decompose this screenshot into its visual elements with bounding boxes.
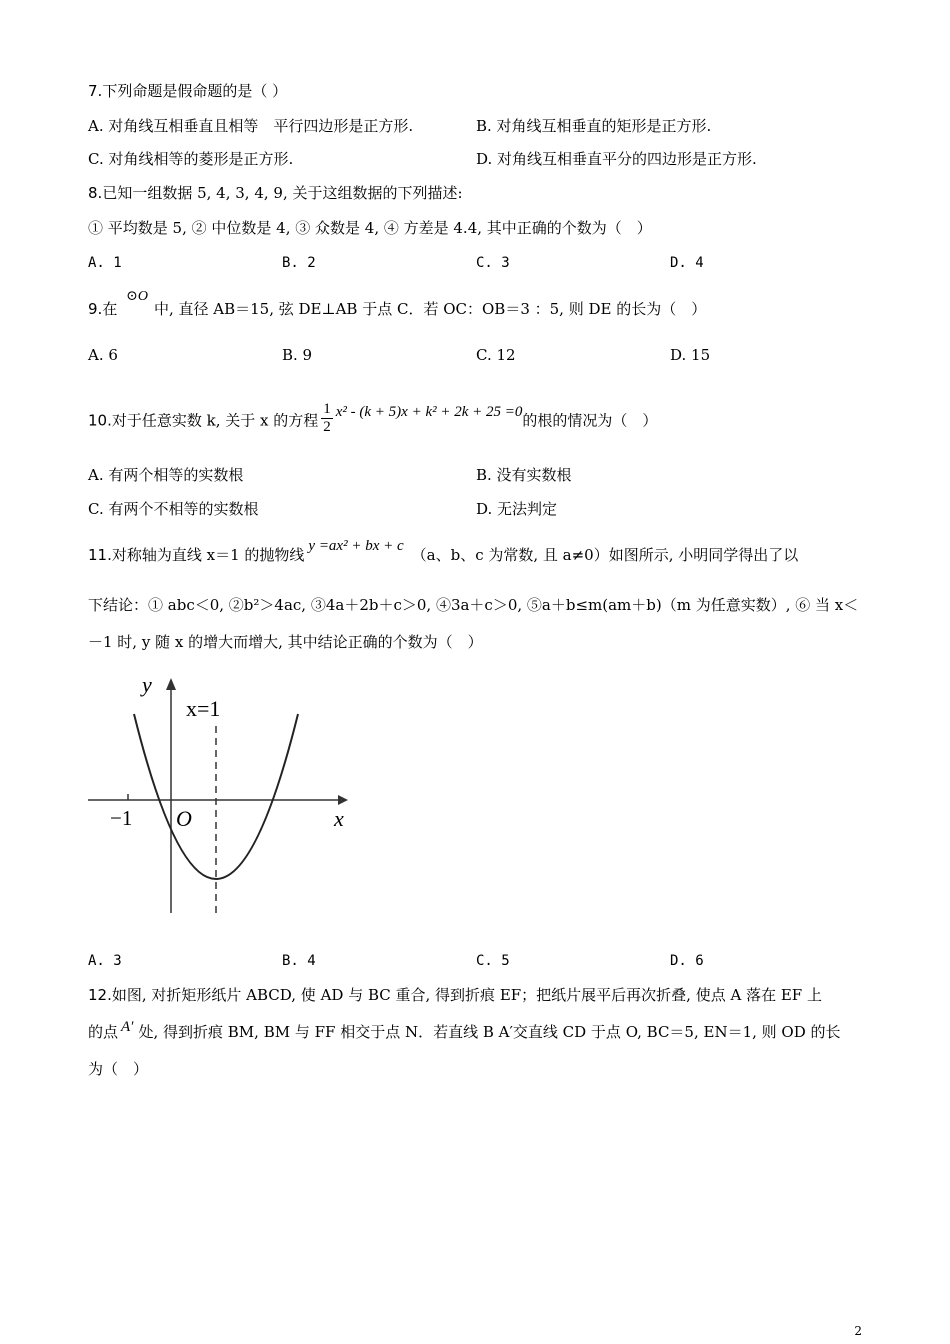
q12-line1 (88, 985, 822, 1005)
q7-option-c: C. 对角线相等的菱形是正方形. (88, 150, 294, 168)
q10-fraction-numerator: 1 (323, 401, 331, 417)
q9-circle-o: ⊙O (126, 289, 148, 304)
q8-option-d: D. 4 (670, 255, 704, 271)
q7-stem-text: 下列命题是假命题的是（ ） (102, 82, 288, 100)
q12-line2-pre: 的点 (88, 1023, 119, 1041)
q10-number: 10. (88, 411, 112, 430)
q7-option-b: B. 对角线互相垂直的矩形是正方形. (476, 117, 712, 135)
q11-pre: 对称轴为直线 x＝1 的抛物线 (111, 546, 305, 564)
q9-stem (88, 289, 707, 321)
q8-stem (88, 183, 463, 203)
q9-option-d: D. 15 (670, 346, 711, 364)
page-number: 2 (854, 1324, 862, 1338)
q12-a-prime: A′ (121, 1019, 134, 1035)
q8-stem-text: 已知一组数据 5, 4, 3, 4, 9, 关于这组数据的下列描述: (102, 184, 463, 202)
q10-fraction (321, 401, 333, 436)
q10-option-c: C. 有两个不相等的实数根 (88, 500, 259, 518)
graph-symmetry-label: x=1 (186, 696, 221, 721)
q7-stem (88, 81, 287, 101)
q11-option-a: A. 3 (88, 953, 122, 969)
q8-number: 8. (88, 184, 103, 202)
q10-option-a: A. 有两个相等的实数根 (88, 466, 244, 484)
q8-option-b: B. 2 (282, 255, 316, 271)
q9-option-a: A. 6 (88, 346, 118, 364)
q11-post: （a、b、c 为常数, 且 a≠0）如图所示, 小明同学得出了以 (411, 546, 799, 564)
graph-y-label: y (142, 672, 152, 697)
q10-equation: x² - (k + 5)x + k² + 2k + 25 =0 (335, 403, 523, 420)
q12-line3: 为（ ） (88, 1060, 149, 1078)
q9-option-b: B. 9 (282, 346, 313, 364)
q11-number: 11. (88, 546, 112, 564)
q9-number: 9. (88, 300, 103, 318)
q8-option-a: A. 1 (88, 255, 122, 271)
q11-parabola-graph (80, 668, 380, 918)
q10-pre: 对于任意实数 k, 关于 x 的方程 (111, 411, 319, 430)
q10-option-d: D. 无法判定 (476, 500, 558, 518)
q10-stem (88, 401, 658, 439)
q8-detail: ① 平均数是 5, ② 中位数是 4, ③ 众数是 4, ④ 方差是 4.4, 其中正确的个数为（ ） (88, 219, 652, 237)
y-axis-arrow-icon (166, 678, 176, 690)
q11-equation: y =ax² + bx + c (308, 538, 404, 554)
q11-option-b: B. 4 (282, 953, 316, 969)
q11-line2: 下结论：① abc＜0, ②b²＞4ac, ③4a＋2b＋c＞0, ④3a＋c＞0, ⑤a＋b≤m(am＋b)（m 为任意实数）, ⑥ 当 x＜ (88, 596, 859, 614)
q10-post: 的根的情况为（ ） (522, 411, 658, 430)
q9-option-c: C. 12 (476, 346, 516, 364)
q10-fraction-denominator: 2 (323, 419, 331, 435)
q11-stem (88, 538, 799, 566)
x-axis-arrow-icon (338, 795, 348, 805)
q12-number: 12. (88, 986, 112, 1004)
q10-option-b: B. 没有实数根 (476, 466, 572, 484)
graph-neg-one-label: −1 (110, 806, 133, 830)
graph-origin-label: O (176, 806, 192, 831)
q7-number: 7. (88, 82, 103, 100)
q9-pre: 在 (102, 300, 118, 318)
q11-option-d: D. 6 (670, 953, 704, 969)
q9-post: 中, 直径 AB＝15, 弦 DE⊥AB 于点 C．若 OC：OB＝3 ：5, 则 DE 的长为（ ） (153, 300, 707, 318)
q11-option-c: C. 5 (476, 953, 510, 969)
q12-line2-post: 处, 得到折痕 BM, BM 与 FF 相交于点 N．若直线 B A′交直线 CD 于点 O, BC＝5, EN＝1, 则 OD 的长 (138, 1023, 841, 1041)
q11-line3: －1 时, y 随 x 的增大而增大, 其中结论正确的个数为（ ） (88, 633, 483, 651)
q7-option-d: D. 对角线互相垂直平分的四边形是正方形. (476, 150, 757, 168)
q7-option-a: A. 对角线互相垂直且相等 平行四边形是正方形. (88, 117, 414, 135)
q8-option-c: C. 3 (476, 255, 510, 271)
q12-line2 (88, 1019, 841, 1043)
q12-line1-text: 如图, 对折矩形纸片 ABCD, 使 AD 与 BC 重合, 得到折痕 EF；把纸片展平后再次折叠, 使点 A 落在 EF 上 (111, 986, 822, 1004)
graph-x-label: x (334, 806, 344, 831)
